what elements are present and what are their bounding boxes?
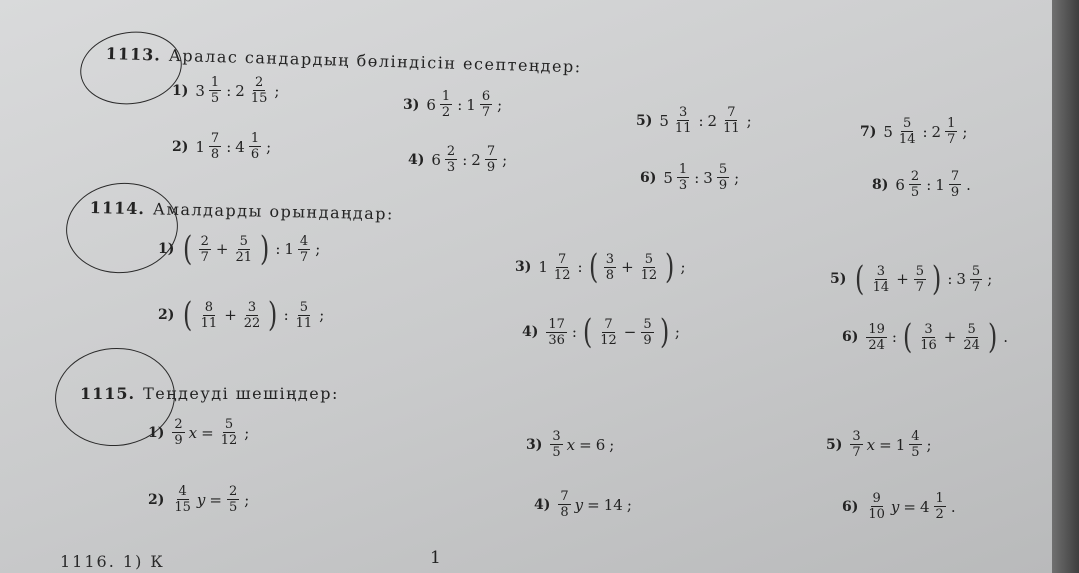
- fraction: $\frac{7}{11}$: [723, 105, 740, 136]
- left-paren: (: [902, 317, 913, 357]
- ex-1113-4: [408, 145, 508, 174]
- item-label: 3): [515, 259, 532, 275]
- operator: :: [283, 306, 289, 324]
- fraction: $\frac{3}{7}$: [852, 429, 861, 460]
- fraction: $\frac{7}{12}$: [600, 316, 617, 348]
- operator: =: [579, 435, 592, 454]
- ex-1114-2: [158, 295, 325, 335]
- operator: +: [621, 258, 634, 276]
- ex-1114-1: [158, 229, 321, 269]
- fraction: $\frac{5}{7}$: [971, 263, 981, 295]
- operator: :: [457, 95, 463, 114]
- operator: =: [201, 423, 214, 442]
- whole-part: 1: [466, 95, 476, 114]
- right-paren: ): [260, 229, 270, 269]
- ex-1113-6: [640, 163, 740, 192]
- ex-1115-1: [148, 418, 250, 447]
- fraction: $\frac{19}{24}$: [868, 321, 885, 353]
- fraction: $\frac{5}{12}$: [220, 417, 238, 448]
- punctuation: ;: [962, 122, 968, 141]
- value: 14: [603, 495, 623, 514]
- fraction: $\frac{2}{3}$: [446, 144, 456, 175]
- item-label: 3): [403, 96, 420, 113]
- fraction: $\frac{5}{24}$: [963, 321, 980, 353]
- operator: :: [571, 323, 577, 341]
- item-label: 1): [158, 241, 175, 257]
- fraction: $\frac{2}{5}$: [910, 169, 920, 200]
- fraction: $\frac{5}{7}$: [915, 263, 925, 295]
- operator: =: [209, 490, 222, 509]
- operator: :: [226, 137, 232, 156]
- fraction: $\frac{3}{22}$: [243, 299, 261, 331]
- whole-part: 2: [707, 111, 718, 130]
- whole-part: 1: [284, 240, 294, 258]
- item-label: 2): [158, 307, 175, 323]
- fraction: $\frac{3}{5}$: [552, 429, 561, 460]
- whole-part: 1: [935, 175, 945, 194]
- punctuation: ;: [244, 423, 250, 442]
- operator: +: [224, 306, 237, 324]
- fraction: $\frac{5}{14}$: [898, 116, 916, 147]
- fraction: $\frac{2}{15}$: [250, 75, 268, 106]
- fraction: $\frac{1}{2}$: [935, 491, 944, 522]
- whole-part: 1: [195, 137, 205, 156]
- heading-1115: [80, 384, 339, 403]
- punctuation: ;: [987, 270, 993, 288]
- ex-1113-2: [172, 132, 272, 161]
- whole-part: 5: [663, 168, 673, 187]
- item-label: 1): [148, 424, 165, 441]
- ex-1115-3: [526, 430, 615, 459]
- fraction: $\frac{2}{7}$: [200, 233, 209, 265]
- punctuation: .: [966, 175, 971, 194]
- item-label: 5): [636, 112, 653, 129]
- right-paren: ): [268, 295, 278, 335]
- exercise-number: 1115.: [80, 384, 136, 403]
- whole-part: 5: [659, 111, 669, 130]
- item-label: 4): [408, 151, 425, 168]
- item-label: 7): [860, 123, 877, 140]
- item-label: 6): [842, 498, 859, 515]
- left-paren: (: [183, 295, 193, 335]
- punctuation: ;: [609, 435, 615, 454]
- fraction: $\frac{1}{5}$: [210, 75, 220, 106]
- operator: :: [698, 111, 704, 130]
- whole-part: 1: [895, 435, 906, 454]
- page-edge-shadow: [1052, 0, 1079, 573]
- fraction: $\frac{7}{9}$: [486, 144, 496, 175]
- fraction: $\frac{8}{11}$: [200, 299, 218, 331]
- whole-part: 6: [895, 175, 905, 194]
- item-label: 5): [830, 271, 847, 287]
- fraction: $\frac{3}{11}$: [674, 105, 692, 136]
- punctuation: ;: [626, 495, 632, 514]
- ex-1115-6: [842, 492, 957, 521]
- punctuation: .: [950, 497, 956, 516]
- operator: =: [587, 495, 600, 514]
- ex-1115-2: [148, 485, 250, 514]
- punctuation: ;: [746, 111, 752, 130]
- ex-1113-5: [636, 106, 753, 135]
- item-label: 6): [640, 169, 657, 186]
- fraction: $\frac{7}{8}$: [210, 131, 220, 162]
- operator: +: [896, 270, 909, 288]
- page-number: 1: [430, 548, 441, 568]
- left-paren: (: [855, 259, 865, 299]
- operator: :: [226, 81, 232, 100]
- right-paren: ): [987, 317, 998, 357]
- variable: x: [566, 435, 576, 454]
- operator: :: [694, 168, 700, 187]
- exercise-title: Теңдеуді шешіңдер:: [143, 384, 339, 403]
- fraction: $\frac{3}{14}$: [872, 263, 890, 295]
- variable: x: [188, 423, 198, 442]
- exercise-number: 1114.: [89, 198, 146, 219]
- operator: =: [903, 497, 916, 516]
- ex-1113-8: [872, 170, 972, 199]
- item-label: 2): [172, 138, 189, 155]
- whole-part: 4: [919, 497, 930, 516]
- fraction: $\frac{1}{6}$: [250, 131, 260, 162]
- operator: +: [215, 240, 229, 258]
- whole-part: 5: [883, 122, 893, 141]
- punctuation: ;: [680, 258, 686, 276]
- item-label: 4): [534, 496, 551, 513]
- whole-part: 2: [931, 122, 942, 141]
- fraction: $\frac{5}{11}$: [295, 299, 313, 331]
- ex-1114-6: [842, 317, 1009, 357]
- item-label: 4): [522, 324, 539, 340]
- fraction: $\frac{6}{7}$: [481, 89, 491, 120]
- whole-part: 4: [235, 137, 245, 156]
- variable: y: [574, 495, 584, 514]
- ex-1114-3: [515, 247, 687, 287]
- operator: :: [577, 258, 583, 276]
- item-label: 3): [526, 436, 543, 453]
- ex-1113-1: [172, 76, 280, 105]
- variable: y: [196, 490, 206, 509]
- left-paren: (: [588, 247, 598, 287]
- left-paren: (: [582, 312, 593, 352]
- punctuation: ;: [319, 306, 325, 324]
- operator: :: [926, 175, 932, 194]
- punctuation: ;: [266, 137, 272, 156]
- fraction: $\frac{5}{12}$: [640, 251, 658, 283]
- whole-part: 3: [195, 81, 205, 100]
- fraction: $\frac{5}{9}$: [643, 316, 652, 348]
- whole-part: 6: [426, 95, 436, 114]
- fraction: $\frac{1}{7}$: [947, 116, 956, 147]
- left-paren: (: [183, 229, 193, 269]
- whole-part: 6: [431, 150, 441, 169]
- fraction: $\frac{1}{3}$: [678, 162, 688, 193]
- fraction: $\frac{4}{7}$: [299, 233, 309, 265]
- variable: x: [866, 435, 876, 454]
- right-paren: ): [932, 259, 942, 299]
- punctuation: ;: [274, 81, 280, 100]
- fraction: $\frac{9}{10}$: [868, 491, 885, 522]
- operator: :: [275, 240, 281, 258]
- fraction: $\frac{17}{36}$: [548, 316, 565, 348]
- ex-1113-3: [403, 90, 503, 119]
- fraction: $\frac{1}{2}$: [441, 89, 451, 120]
- variable: y: [890, 497, 900, 516]
- whole-part: 1: [538, 258, 548, 276]
- ex-1115-4: [534, 490, 633, 519]
- operator: :: [922, 122, 928, 141]
- fraction: $\frac{5}{9}$: [718, 162, 728, 193]
- punctuation: .: [1003, 328, 1008, 346]
- ex-1114-4: [522, 312, 681, 352]
- operator: :: [462, 150, 468, 169]
- ex-1115-5: [826, 430, 933, 459]
- punctuation: ;: [674, 323, 680, 341]
- operator: −: [623, 323, 637, 341]
- operator: :: [891, 328, 897, 346]
- fraction: $\frac{7}{8}$: [560, 489, 569, 520]
- ex-1113-7: [860, 117, 968, 146]
- operator: :: [947, 270, 953, 288]
- item-label: 5): [826, 436, 843, 453]
- right-paren: ): [659, 312, 669, 352]
- punctuation: ;: [244, 490, 250, 509]
- fraction: $\frac{7}{9}$: [950, 169, 960, 200]
- next-exercise-partial: 1116. 1) К: [60, 552, 165, 571]
- fraction: $\frac{2}{5}$: [228, 484, 238, 515]
- item-label: 8): [872, 176, 889, 193]
- exercise-number: 1113.: [105, 44, 162, 65]
- fraction: $\frac{5}{21}$: [235, 233, 253, 265]
- operator: +: [943, 328, 957, 346]
- whole-part: 2: [471, 150, 481, 169]
- punctuation: ;: [502, 150, 508, 169]
- right-paren: ): [665, 247, 675, 287]
- punctuation: ;: [315, 240, 321, 258]
- item-label: 6): [842, 329, 859, 345]
- ex-1114-5: [830, 259, 993, 299]
- fraction: $\frac{4}{5}$: [911, 429, 920, 460]
- fraction: $\frac{4}{15}$: [174, 484, 191, 515]
- fraction: $\frac{3}{8}$: [605, 251, 615, 283]
- fraction: $\frac{7}{12}$: [553, 251, 571, 283]
- whole-part: 3: [703, 168, 713, 187]
- punctuation: ;: [734, 168, 740, 187]
- value: 6: [595, 435, 606, 454]
- exercise-title: Амалдарды орындаңдар:: [152, 199, 395, 224]
- item-label: 1): [172, 82, 189, 99]
- operator: =: [879, 435, 892, 454]
- fraction: $\frac{3}{16}$: [920, 321, 937, 353]
- whole-part: 2: [235, 81, 245, 100]
- exercise-title: Аралас сандардың бөліндісін есептеңдер:: [168, 45, 582, 77]
- punctuation: ;: [497, 95, 503, 114]
- fraction: $\frac{2}{9}$: [174, 417, 183, 448]
- punctuation: ;: [926, 435, 932, 454]
- whole-part: 3: [956, 270, 966, 288]
- item-label: 2): [148, 491, 165, 508]
